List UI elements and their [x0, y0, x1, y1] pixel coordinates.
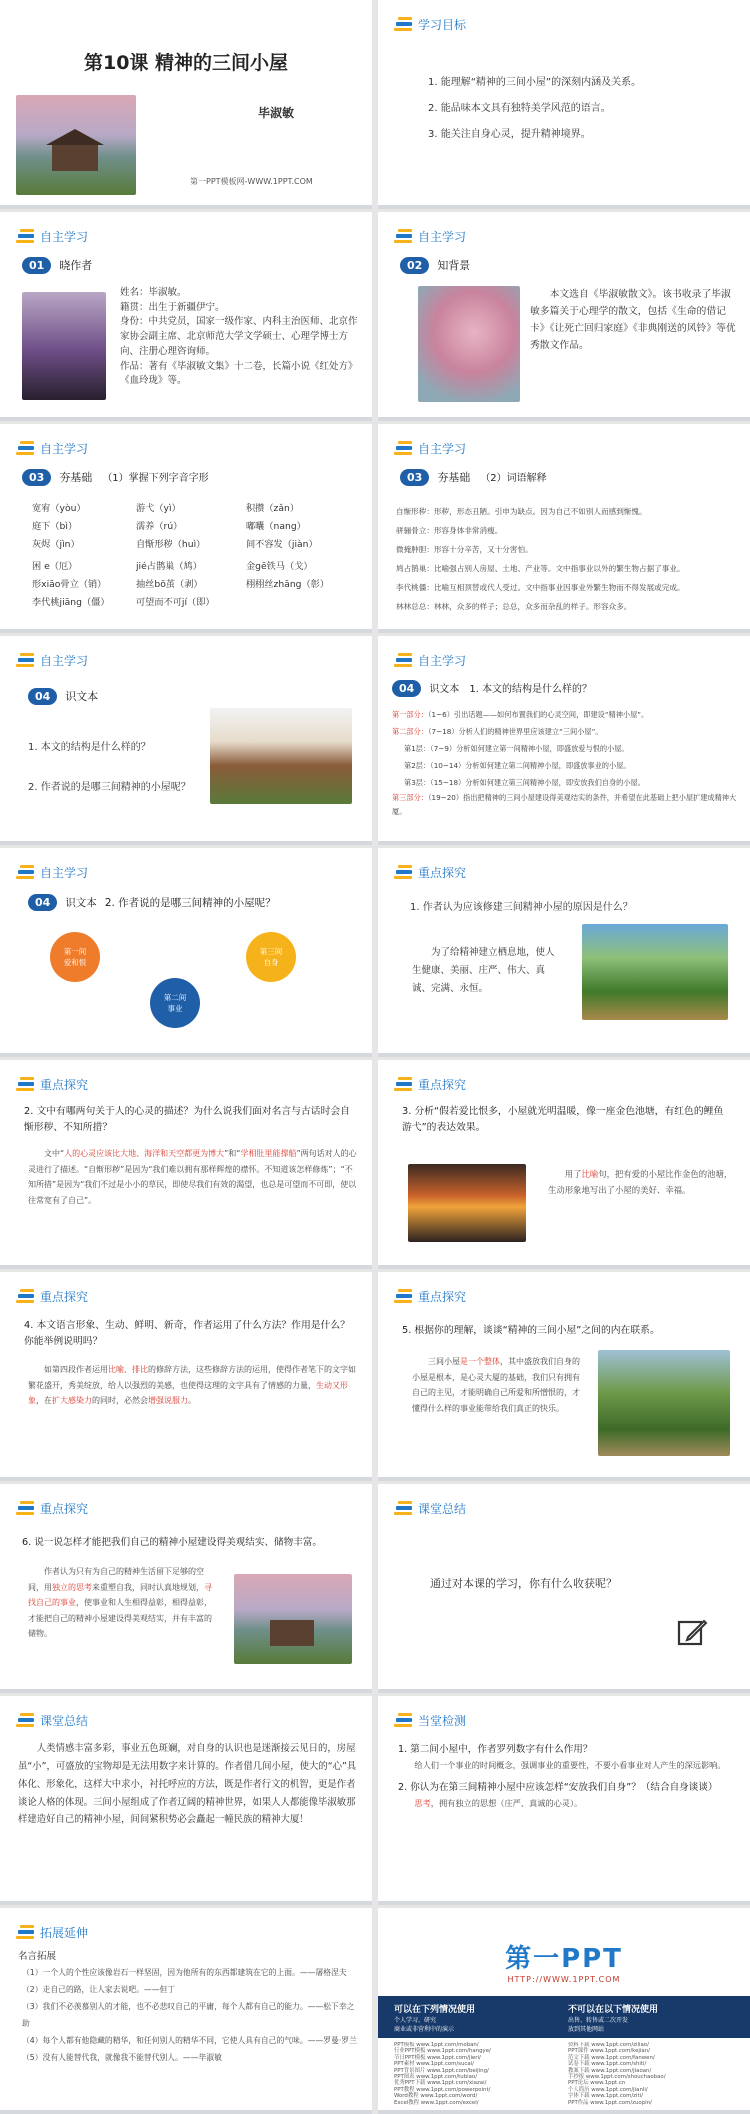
ppt-url[interactable]: HTTP://WWW.1PPT.COM: [507, 1975, 621, 1984]
header-bars-icon: [16, 229, 34, 243]
room-circle-1: 第一间 爱和恨: [50, 932, 100, 982]
room-circle-2: 第二间 事业: [150, 978, 200, 1028]
summary-text: 人类情感丰富多彩，事业五色斑斓，对自身的认识也是迷渐接云见日的，房屋虽“小”，可盛放的宝物却是无法用数字来计算的。作者借几间小屋，使大的“心”具体化、形象化，这样大中求小，衬托呼应的方法，既是作者行文的机智，更是作者谈论人格的体现。三间小屋组成了作者辽阔的精神世界，如果人人都能像毕淑敏那样建造好自己的精神小屋，间间紧积势必会矗起一幢民族的精神大厦！: [18, 1743, 357, 1826]
link-list-left[interactable]: PPT模板 www.1ppt.com/moban/ 行业PPT模板 www.1ppt.com/hangye/ 节日PPT模板 www.1ppt.com/jieri/ PPT素材 www.1ppt.com/sucai/ PPT背景图片 www.1ppt.com/beijing/ PPT图表 www.1ppt.com/tubiao/ 优秀PPT下载 www.1ppt.com/xiazai/ PPT教程 www.1ppt.com/powerpoint/ Word教程 www.1ppt.com/word/ Excel教程 www.1ppt.com/excel/: [394, 2042, 491, 2106]
slide-header: 自主学习: [16, 861, 88, 883]
quote-list: [22, 1964, 358, 2066]
header-bars-icon: [394, 865, 412, 879]
header-bars-icon: [394, 1713, 412, 1727]
vocab-row: 宽宥（yòu） 游弋（yì） 积攒（zǎn）: [32, 503, 300, 514]
question: 3. 分析“假若爱比恨多，小屋就光明温暖，像一座金色池塘，有红色的鲤鱼游弋”的表达效果。: [402, 1106, 724, 1133]
header-bars-icon: [16, 441, 34, 455]
credits-header: [378, 1908, 750, 1996]
goal-list: [428, 70, 641, 148]
header-bars-icon: [16, 1289, 34, 1303]
author-photo: [22, 292, 106, 400]
slide-4-background[interactable]: [378, 212, 750, 421]
header-bars-icon: [16, 1077, 34, 1091]
answer: 文中“人的心灵应该比大地、海洋和天空都更为博大”和“学相肚里能撑船”两句话对人的心灵进行了描述。“自惭形秽”是因为“我们难以拥有那样辉煌的襟怀。不知道该怎样修炼”；“不知所措”是因为“我们不过是小小的草民，即使尽我们有效的渴望，也总是可望而不可即，使以往常宽有了自己”。: [28, 1149, 357, 1205]
author-name: 毕淑敏: [258, 106, 295, 120]
slide-header: 课堂总结: [16, 1709, 88, 1731]
author-bio: 姓名：毕淑敏。 籍贯：出生于新疆伊宁。 身份：中共党员，国家一级作家、内科主治医师、北京作家协会副主席、北京师范大学文学硕士、心理学博士方向、注册心理咨询师。 作品：著有《毕淑敏文集》十二卷，长篇小说《红处方》《血玲珑》等。: [120, 287, 358, 387]
slide-2-goals[interactable]: [378, 0, 750, 209]
question-list: 1. 本文的结构是什么样的？ 2. 作者说的是哪三间精神的小屋呢？: [28, 742, 191, 793]
answer: 三间小屋是一个整体，其中盛放我们自身的小屋是根本，是心灵大厦的基础，我们只有拥有自己的主见，才能明确自己所爱和所憎恨的，才懂得什么样的事业能带给我们真正的快乐。: [412, 1357, 580, 1413]
question: 2. 文中有哪两句关于人的心灵的描述？为什么说我们面对名言与古话时会自惭形秽、不知所措？: [24, 1106, 350, 1133]
vocab-table: [32, 500, 362, 612]
slide-header: 重点探究: [394, 861, 466, 883]
slide-1-title[interactable]: [0, 0, 372, 209]
slide-header: 当堂检测: [394, 1709, 466, 1731]
header-bars-icon: [394, 1501, 412, 1515]
slide-3-author[interactable]: [0, 212, 372, 421]
slide-9-three-rooms[interactable]: [0, 848, 372, 1057]
slide-11-focus-2[interactable]: [0, 1060, 372, 1269]
edit-note-icon: [676, 1616, 708, 1648]
slide-header: 重点探究: [16, 1073, 88, 1095]
quote-item: （4）每个人都有他隐藏的精华，和任何别人的精华不同，它使人具有自己的气味。——罗曼·罗兰: [22, 2036, 357, 2045]
check-questions: [398, 1742, 738, 1812]
answer: 为了给精神建立栖息地，使人生健康、美丽、庄严、伟大、真诚、完满、永恒。: [412, 947, 555, 995]
slide-header: 重点探究: [16, 1285, 88, 1307]
slide-10-focus-1[interactable]: [378, 848, 750, 1057]
vocab-row: 灰烬（jìn） 自惭形秽（huì） 间不容发（jiàn）: [32, 539, 318, 550]
header-bars-icon: [394, 1077, 412, 1091]
goal-item: 3. 能关注自身心灵，提升精神境界。: [428, 129, 591, 140]
answer: 用了比喻句，把有爱的小屋比作金色的池塘，生动形象地写出了小屋的美好、幸福。: [548, 1169, 733, 1196]
section-tag: 04 识文本 2. 作者说的是哪三间精神的小屋呢？: [28, 894, 276, 911]
vocab-row: 困 e（厄） jié占鹊巢（鸠） 金gē铁马（戈）: [32, 561, 313, 572]
slide-header: 拓展延伸: [16, 1921, 88, 1943]
link-list-right[interactable]: 资料下载 www.1ppt.com/ziliao/ PPT课件 www.1ppt.com/kejian/ 范文下载 www.1ppt.com/fanwen/ 试卷下载 www.1ppt.com/shiti/ 教案下载 www.1ppt.com/jiaoan/ 手抄报 www.1ppt.com/shouchaobao/ PPT论坛 www.1ppt.cn 个人简历 www.1ppt.com/jianli/ 字体下载 www.1ppt.com/ziti/ PPT作品 www.1ppt.com/zuopin/: [568, 2042, 666, 2106]
section-tag: 02 知背景: [400, 257, 470, 274]
vocab-row: 李代桃jiāng（僵） 可望而不可jí（即）: [32, 597, 215, 608]
cabin-photo: [16, 95, 136, 195]
slide-8-structure[interactable]: [378, 636, 750, 845]
slide-12-focus-3[interactable]: [378, 1060, 750, 1269]
slide-19-extension[interactable]: [0, 1908, 372, 2114]
answer: 思考，拥有独立的思想（庄严、真诚的心灵）。: [414, 1798, 583, 1809]
slide-header: 重点探究: [394, 1073, 466, 1095]
sunset-photo: [408, 1164, 526, 1242]
cabin-photo: [234, 1574, 352, 1664]
slide-header: 自主学习: [394, 649, 466, 671]
quote-item: （5）没有人能替代我，就像我不能替代别人。——毕淑敏: [22, 2053, 222, 2062]
slide-6-definitions[interactable]: [378, 424, 750, 633]
summary-prompt: 通过对本课的学习，你有什么收获呢？: [430, 1577, 617, 1590]
section-tag: 03 夯基础 （2）词语解释: [400, 469, 547, 486]
header-bars-icon: [394, 17, 412, 31]
slide-header: 自主学习: [16, 225, 88, 247]
structure-list: 第一部分：（1~6）引出话题——如何布置我们的心灵空间，即建设“精神小屋”。 第二部分：（7~18）分析人们的精神世界里应该建立“三间小屋”。 第1层：（7~9）分析如何建立第一间精神小屋，即盛放爱与恨的小屋。 第2层：（10~14）分析如何建立第二间精神小屋，即盛放事业的小屋。 第3层：（15~18）分析如何建立第三间精神小屋，即安放我们自身的小屋。 第三部分：（19~20）指出把精神的三间小屋建设得美观结实的条件，并希望在此基础上把小屋扩建成精神大厦。: [392, 710, 737, 816]
blossom-photo: [418, 286, 520, 402]
header-bars-icon: [16, 653, 34, 667]
cabin-icon: [270, 1620, 314, 1646]
slide-header: 自主学习: [16, 437, 88, 459]
question: 4. 本文语言形象、生动、鲜明、新奇，作者运用了什么方法？作用是什么？你能举例说明吗？: [24, 1320, 350, 1347]
garden-photo: [582, 924, 728, 1020]
header-bars-icon: [394, 1289, 412, 1303]
slide-header: 自主学习: [394, 225, 466, 247]
cottage-photo: [598, 1350, 730, 1456]
ppt-logo: 第一PPT: [505, 1944, 623, 1974]
room-circle-3: 第三间 自身: [246, 932, 296, 982]
question: 1. 作者认为应该修建三间精神小屋的原因是什么？: [410, 902, 633, 913]
quotes-title: 名言拓展: [18, 1951, 57, 1962]
usage-bar: 可以在下列情况使用 个人学习、研究 商业或非营利中的演示 不可以在以下情况使用 出售、转售或二次开发 放到其他网站: [378, 1996, 750, 2038]
slide-7-text-questions[interactable]: [0, 636, 372, 845]
goal-item: 2. 能品味本文具有独特美学风范的语言。: [428, 103, 611, 114]
question: 2. 你认为在第三间精神小屋中应该怎样“安放我们自身”？（结合自身谈谈）: [398, 1781, 718, 1793]
background-text: 本文选自《毕淑敏散文》。该书收录了毕淑敏多篇关于心理学的散文，包括《生命的借记卡》《让死亡回归家庭》《非典刚送的风铃》等优秀散文作品。: [530, 289, 736, 352]
quote-item: （2）走自己的路，让人家去说吧。——但丁: [22, 1985, 176, 1994]
temple-photo: [210, 708, 352, 804]
answer: 给人们一个事业的时间概念，强调事业的重要性，不要小看事业对人产生的深远影响。: [414, 1760, 726, 1771]
slide-header: 自主学习: [16, 649, 88, 671]
question: 6. 说一说怎样才能把我们自己的精神小屋建设得美观结实、储物丰富。: [22, 1537, 323, 1548]
header-bars-icon: [394, 441, 412, 455]
section-tag: 03 夯基础 （1）掌握下列字音字形: [22, 469, 209, 486]
header-bars-icon: [16, 1501, 34, 1515]
definition-list: 自惭形秽：形秽，形态丑陋。引申为缺点。因为自己不如别人而感到惭愧。 骈骊骨立：形容身体非常消瘦。 微掩肿胆：形容十分辛苦，又十分害怕。 鸠占鹊巢：比喻强占别人房屋、土地、产业等。文中指事业以外的繁生物占据了事业。 李代桃僵：比喻互相顶替或代人受过。文中指事业因事业外繁生物而不得发展或完成。 林林总总：林林，众多的样子；总总，众多而杂乱的样子。形容众多。: [396, 507, 685, 611]
section-tag: 01 晓作者: [22, 257, 92, 274]
header-bars-icon: [16, 865, 34, 879]
slide-16-summary-prompt[interactable]: [378, 1484, 750, 1693]
slide-header: 重点探究: [16, 1497, 88, 1519]
vocab-row: 形xiāo骨立（销） 抽丝bō茧（剥） 栩栩丝zhāng（彰）: [32, 579, 330, 590]
slide-header: 重点探究: [394, 1285, 466, 1307]
slide-20-credits[interactable]: [378, 1908, 750, 2114]
cabin-icon: [52, 143, 98, 171]
section-tag: 04 识文本: [28, 688, 98, 705]
slide-header: 学习目标: [394, 13, 466, 35]
goal-item: 1. 能理解“精神的三间小屋”的深刻内涵及关系。: [428, 77, 642, 88]
answer: 如第四段作者运用比喻、排比的修辞方法，这些修辞方法的运用，使得作者笔下的文字如繁花盛开，秀美绽放，给人以强烈的美感，也使得这理的文字具有了情感的力量，生动又形象，在扩大感染力的同时，必然会增强说服力。: [28, 1365, 356, 1406]
slide-footer: 第一PPT模板网-WWW.1PPT.COM: [190, 177, 313, 186]
slide-17-summary[interactable]: [0, 1696, 372, 1905]
header-bars-icon: [16, 1713, 34, 1727]
slide-13-focus-4[interactable]: [0, 1272, 372, 1481]
slide-18-check[interactable]: [378, 1696, 750, 1905]
quote-item: （3）我们不必羡慕别人的才能，也不必悲叹自己的平庸，每个人都有自己的能力。——松下幸之助: [22, 2002, 355, 2028]
lesson-title: 第10课 精神的三间小屋: [83, 52, 289, 74]
slide-header: 课堂总结: [394, 1497, 466, 1519]
slide-14-focus-5[interactable]: [378, 1272, 750, 1481]
vocab-row: 庭下（bì） 濡养（rú） 嘟囔（nang）: [32, 521, 306, 532]
slide-header: 自主学习: [394, 437, 466, 459]
quote-item: （1）一个人的个性应该像岩石一样坚固，因为他所有的东西都建筑在它的上面。——屠格涅夫: [22, 1968, 347, 1977]
header-bars-icon: [394, 229, 412, 243]
slide-5-vocab[interactable]: [0, 424, 372, 633]
slide-15-focus-6[interactable]: [0, 1484, 372, 1693]
section-tag: 04 识文本 1. 本文的结构是什么样的？: [392, 680, 592, 697]
header-bars-icon: [394, 653, 412, 667]
question: 5. 根据你的理解，谈谈“精神的三间小屋”之间的内在联系。: [402, 1325, 660, 1336]
header-bars-icon: [16, 1925, 34, 1939]
answer: 作者认为只有为自己的精神生活留下足够的空间，用独立的思考来重塑自我，同时认真地规划，寻找自己的事业，使事业和人生相得益彰，相得益彰，才能把自己的精神小屋建设得美观结实，并有丰富的储物。: [28, 1567, 212, 1639]
question: 1. 第二间小屋中，作者罗列数字有什么作用？: [398, 1744, 593, 1755]
